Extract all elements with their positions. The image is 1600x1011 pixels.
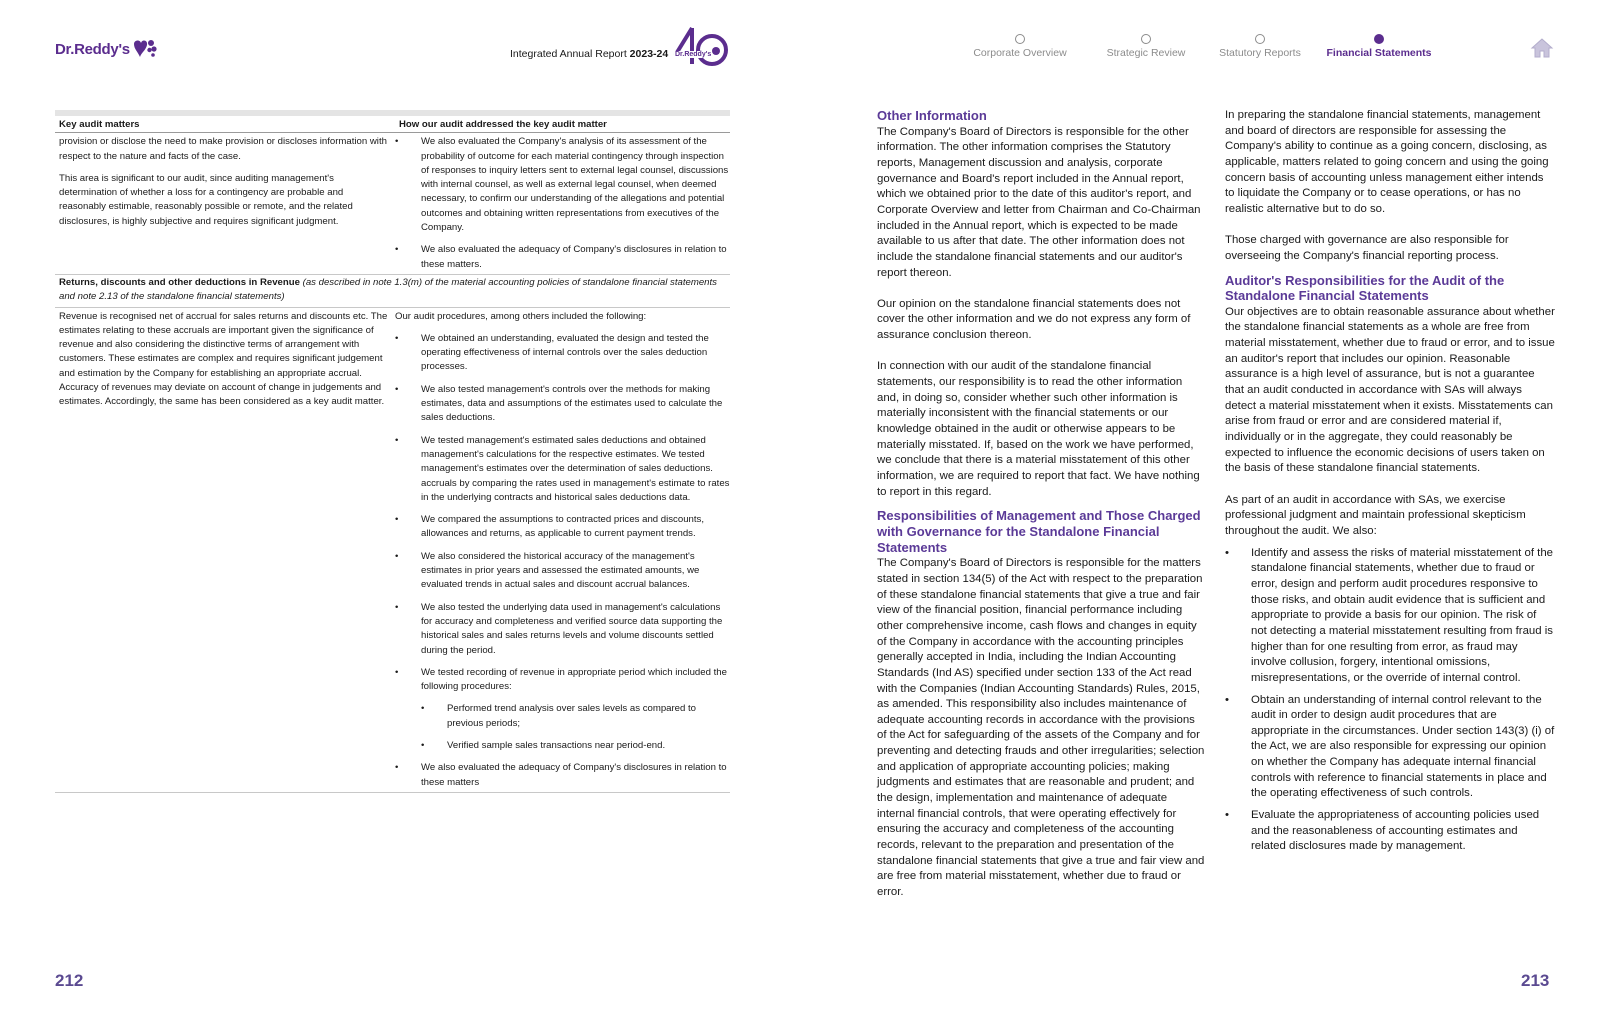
section-title-note: (as described in note 1.3(m) of the material accounting policies of standalone financial statements and note 2.13 of the standalone financial statements)	[59, 276, 717, 303]
section-title-returns	[55, 274, 730, 308]
nav-label: Statutory Reports	[1219, 47, 1301, 59]
nav-dot-icon	[1015, 34, 1025, 44]
table-row	[55, 133, 730, 274]
nav-dot-active-icon	[1374, 34, 1384, 44]
procedure-item: • We tested management's estimated sales deductions and obtained management's calculations for the respective estimates. We tested management's estimates over the determination of sales deductions. accruals by comparing the rates used in management's estimate to rates in the underlying contracts and historical sales deductions data.	[395, 434, 730, 505]
nav-label: Corporate Overview	[973, 47, 1067, 59]
table-header	[55, 116, 730, 133]
anniversary-badge-text: Dr.Reddy's	[675, 51, 712, 58]
procedure-item: • We obtained an understanding, evaluated the design and tested the operating effectiveness of internal controls over the sales deduction processes.	[395, 332, 730, 375]
bullet-item: • Identify and assess the risks of material misstatement of the standalone financial statements, whether due to fraud or error, design and perform audit procedures responsive to those risks, and obtain audit evidence that is sufficient and appropriate to provide a basis for our opinion. The risk of not detecting a material misstatement resulting from fraud is higher than for one resulting from error, as fraud may involve collusion, forgery, intentional omissions, misrepresentations, or the override of internal control.	[1225, 546, 1555, 687]
nav-strategic-review[interactable]	[1091, 34, 1201, 59]
procedure-item: • We also evaluated the adequacy of Company's disclosures in relation to these matters.	[395, 243, 730, 272]
paragraph: Our opinion on the standalone financial statements does not cover the other information and we do not express any form of assurance conclusion thereon.	[877, 297, 1191, 342]
logo-text: Dr.Reddy's	[55, 40, 130, 58]
procedure-item: • We also evaluated the Company's analysis of its assessment of the probability of outcome for each material contingency through inspection of responses to inquiry letters sent to external legal counsel, discussions with internal counsel, as well as external legal counsel, when deemed necessary, to confirm our understanding of the allegations and potential outcomes and obtaining written representations from executives of the Company.	[395, 135, 730, 235]
home-icon[interactable]	[1530, 37, 1554, 64]
heading-responsibilities-management: Responsibilities of Management and Those Charged with Governance for the Standalone Financial Statements	[877, 508, 1201, 555]
section-title-text: Returns, discounts and other deductions in Revenue	[59, 276, 300, 288]
table-row	[55, 308, 730, 793]
heading-auditor-responsibilities: Auditor's Responsibilities for the Audit of the Standalone Financial Statements	[1225, 272, 1505, 304]
nav-label: Financial Statements	[1326, 47, 1432, 59]
paragraph: The Company's Board of Directors is responsible for the other information. The other information comprises the Statutory reports, Management discussion and analysis, corporate governance and Board's report included in the Annual report, which we obtained prior to the date of this auditor's report, and Corporate Overview and letter from Chairman and Co-Chairman included in the Annual report, which is expected to be made available to us after that date. The other information does not include the standalone financial statements and our auditor's report thereon.	[877, 125, 1201, 279]
procedure-item: • We also evaluated the adequacy of Company's disclosures in relation to these matters	[395, 761, 730, 790]
procedures-cell	[395, 133, 730, 274]
page-number-right: 213	[1521, 971, 1550, 990]
key-audit-matters-table	[55, 110, 730, 793]
paragraph: In connection with our audit of the standalone financial statements, our responsibility is to read the other information and, in doing so, consider whether such other information is materially inconsistent with the financial statements or our knowledge obtained in the audit or otherwise appears to be materially misstated. If, based on the work we have performed, we conclude that there is a material misstatement of this other information, we are required to report that fact. We have nothing to report in this regard.	[877, 360, 1200, 498]
matter-cell	[55, 308, 395, 792]
procedures-intro: Our audit procedures, among others included the following:	[395, 310, 647, 322]
paragraph: The Company's Board of Directors is responsible for the matters stated in section 134(5) of the Act with respect to the preparation of these standalone financial statements that give a true and fair view of the financial position, financial performance including other comprehensive income, cash flows and changes in equity of the Company in accordance with the accounting principles generally accepted in India, including the Indian Accounting Standards (Ind AS) specified under section 133 of the Act read with the Companies (Indian Accounting Standards) Rules, 2015, as amended. This responsibility also includes maintenance of adequate accounting records in accordance with the provisions of the Act for safeguarding of the assets of the Company and for preventing and detecting frauds and other irregularities; selection and application of appropriate accounting policies; making judgments and estimates that are reasonable and prudent; and the design, implementation and maintenance of adequate internal financial controls, that were operating effectively for ensuring the accuracy and completeness of the accounting records, relevant to the preparation and presentation of the standalone financial statements that give a true and fair view and are free from material misstatement, whether due to fraud or error.	[877, 557, 1205, 899]
procedure-item: • We compared the assumptions to contracted prices and discounts, allowances and returns, as applicable to current payment trends.	[395, 513, 730, 542]
report-title-prefix: Integrated Annual Report	[510, 48, 630, 60]
right-column-b	[1225, 108, 1555, 861]
page-number-left: 212	[55, 971, 84, 990]
procedure-item	[395, 666, 730, 753]
procedure-item: • We also tested the underlying data used in management's calculations for accuracy and completeness and verified source data supporting the historical sales and sales returns levels and volume discounts settled during the period.	[395, 601, 730, 658]
procedures-cell	[395, 308, 730, 792]
right-column-a	[877, 108, 1207, 916]
matter-text: This area is significant to our audit, since auditing management's determination of whether a loss for a contingency are probable and reasonably estimable, reasonably possible or remote, and the related disclosures, is highly subjective and requires significant judgment.	[59, 172, 353, 227]
heading-other-information: Other Information	[877, 108, 987, 123]
procedure-text: We tested recording of revenue in appropriate period which included the following procedures:	[421, 666, 727, 693]
paragraph: As part of an audit in accordance with SAs, we exercise professional judgment and maintain professional skepticism throughout the audit. We also:	[1225, 493, 1526, 537]
auditor-bullets	[1225, 546, 1555, 855]
bullet-item: • Obtain an understanding of internal control relevant to the audit in order to design audit procedures that are appropriate in the circumstances. Under section 143(3) (i) of the Act, we are also responsible for expressing our opinion on whether the Company has adequate internal financial controls with reference to financial statements in place and the operating effectiveness of such controls.	[1225, 693, 1555, 803]
procedure-item: • We also tested management's controls over the methods for making estimates, data and assumptions of the estimates used to calculate the sales deductions.	[395, 383, 730, 426]
header-how-addressed: How our audit addressed the key audit matter	[399, 119, 607, 130]
nav-dot-icon	[1141, 34, 1151, 44]
procedure-item: • We also considered the historical accuracy of the management's estimates in prior years and assessed the estimated amounts, we evaluated trends in actual sales and discount accrual balances.	[395, 550, 730, 593]
matter-text: Revenue is recognised net of accrual for sales returns and discounts etc. The estimates relating to these accruals are important given the significance of revenue and also considering the distinctive terms of arrangement with customers. These estimates are complex and requires significant judgement and estimation by the Company for establishing an appropriate accrual. Accuracy of revenues may deviate on account of change in judgements and estimates. Accordingly, the same has been considered as a key audit matter.	[59, 310, 388, 408]
sub-procedure-item: • Performed trend analysis over sales levels as compared to previous periods;	[421, 702, 730, 731]
nav-financial-statements[interactable]	[1319, 34, 1439, 59]
nav-label: Strategic Review	[1106, 47, 1186, 59]
header-key-audit-matters: Key audit matters	[59, 119, 140, 130]
paragraph: Those charged with governance are also responsible for overseeing the Company's financial reporting process.	[1225, 234, 1509, 262]
matter-cell	[55, 133, 395, 274]
sub-procedure-item: • Verified sample sales transactions near period-end.	[421, 739, 730, 753]
report-title-year: 2023-24	[629, 48, 669, 60]
nav-dot-icon	[1255, 34, 1265, 44]
paragraph: In preparing the standalone financial statements, management and board of directors are responsible for assessing the Company's ability to continue as a going concern, disclosing, as applicable, matters related to going concern and using the going concern basis of accounting unless management either intends to liquidate the Company or to cease operations, or has no realistic alternative but to do so.	[1225, 109, 1549, 215]
matter-text: provision or disclose the need to make provision or discloses information with respect to the nature and facts of the case.	[59, 136, 387, 162]
bullet-item: • Evaluate the appropriateness of accounting policies used and the reasonableness of accounting estimates and related disclosures made by management.	[1225, 808, 1555, 855]
paragraph: Our objectives are to obtain reasonable assurance about whether the standalone financial statements as a whole are free from material misstatement, whether due to fraud or error, and to issue an auditor's report that includes our opinion. Reasonable assurance is a high level of assurance, but is not a guarantee that an audit conducted in accordance with SAs will always detect a material misstatement when it exists. Misstatements can arise from fraud or error and are considered material if, individually or in the aggregate, they could reasonably be expected to influence the economic decisions of users taken on the basis of these standalone financial statements.	[1225, 305, 1555, 475]
nav-statutory-reports[interactable]	[1205, 34, 1315, 59]
nav-corporate-overview[interactable]	[960, 34, 1080, 59]
section-nav	[0, 34, 1600, 64]
